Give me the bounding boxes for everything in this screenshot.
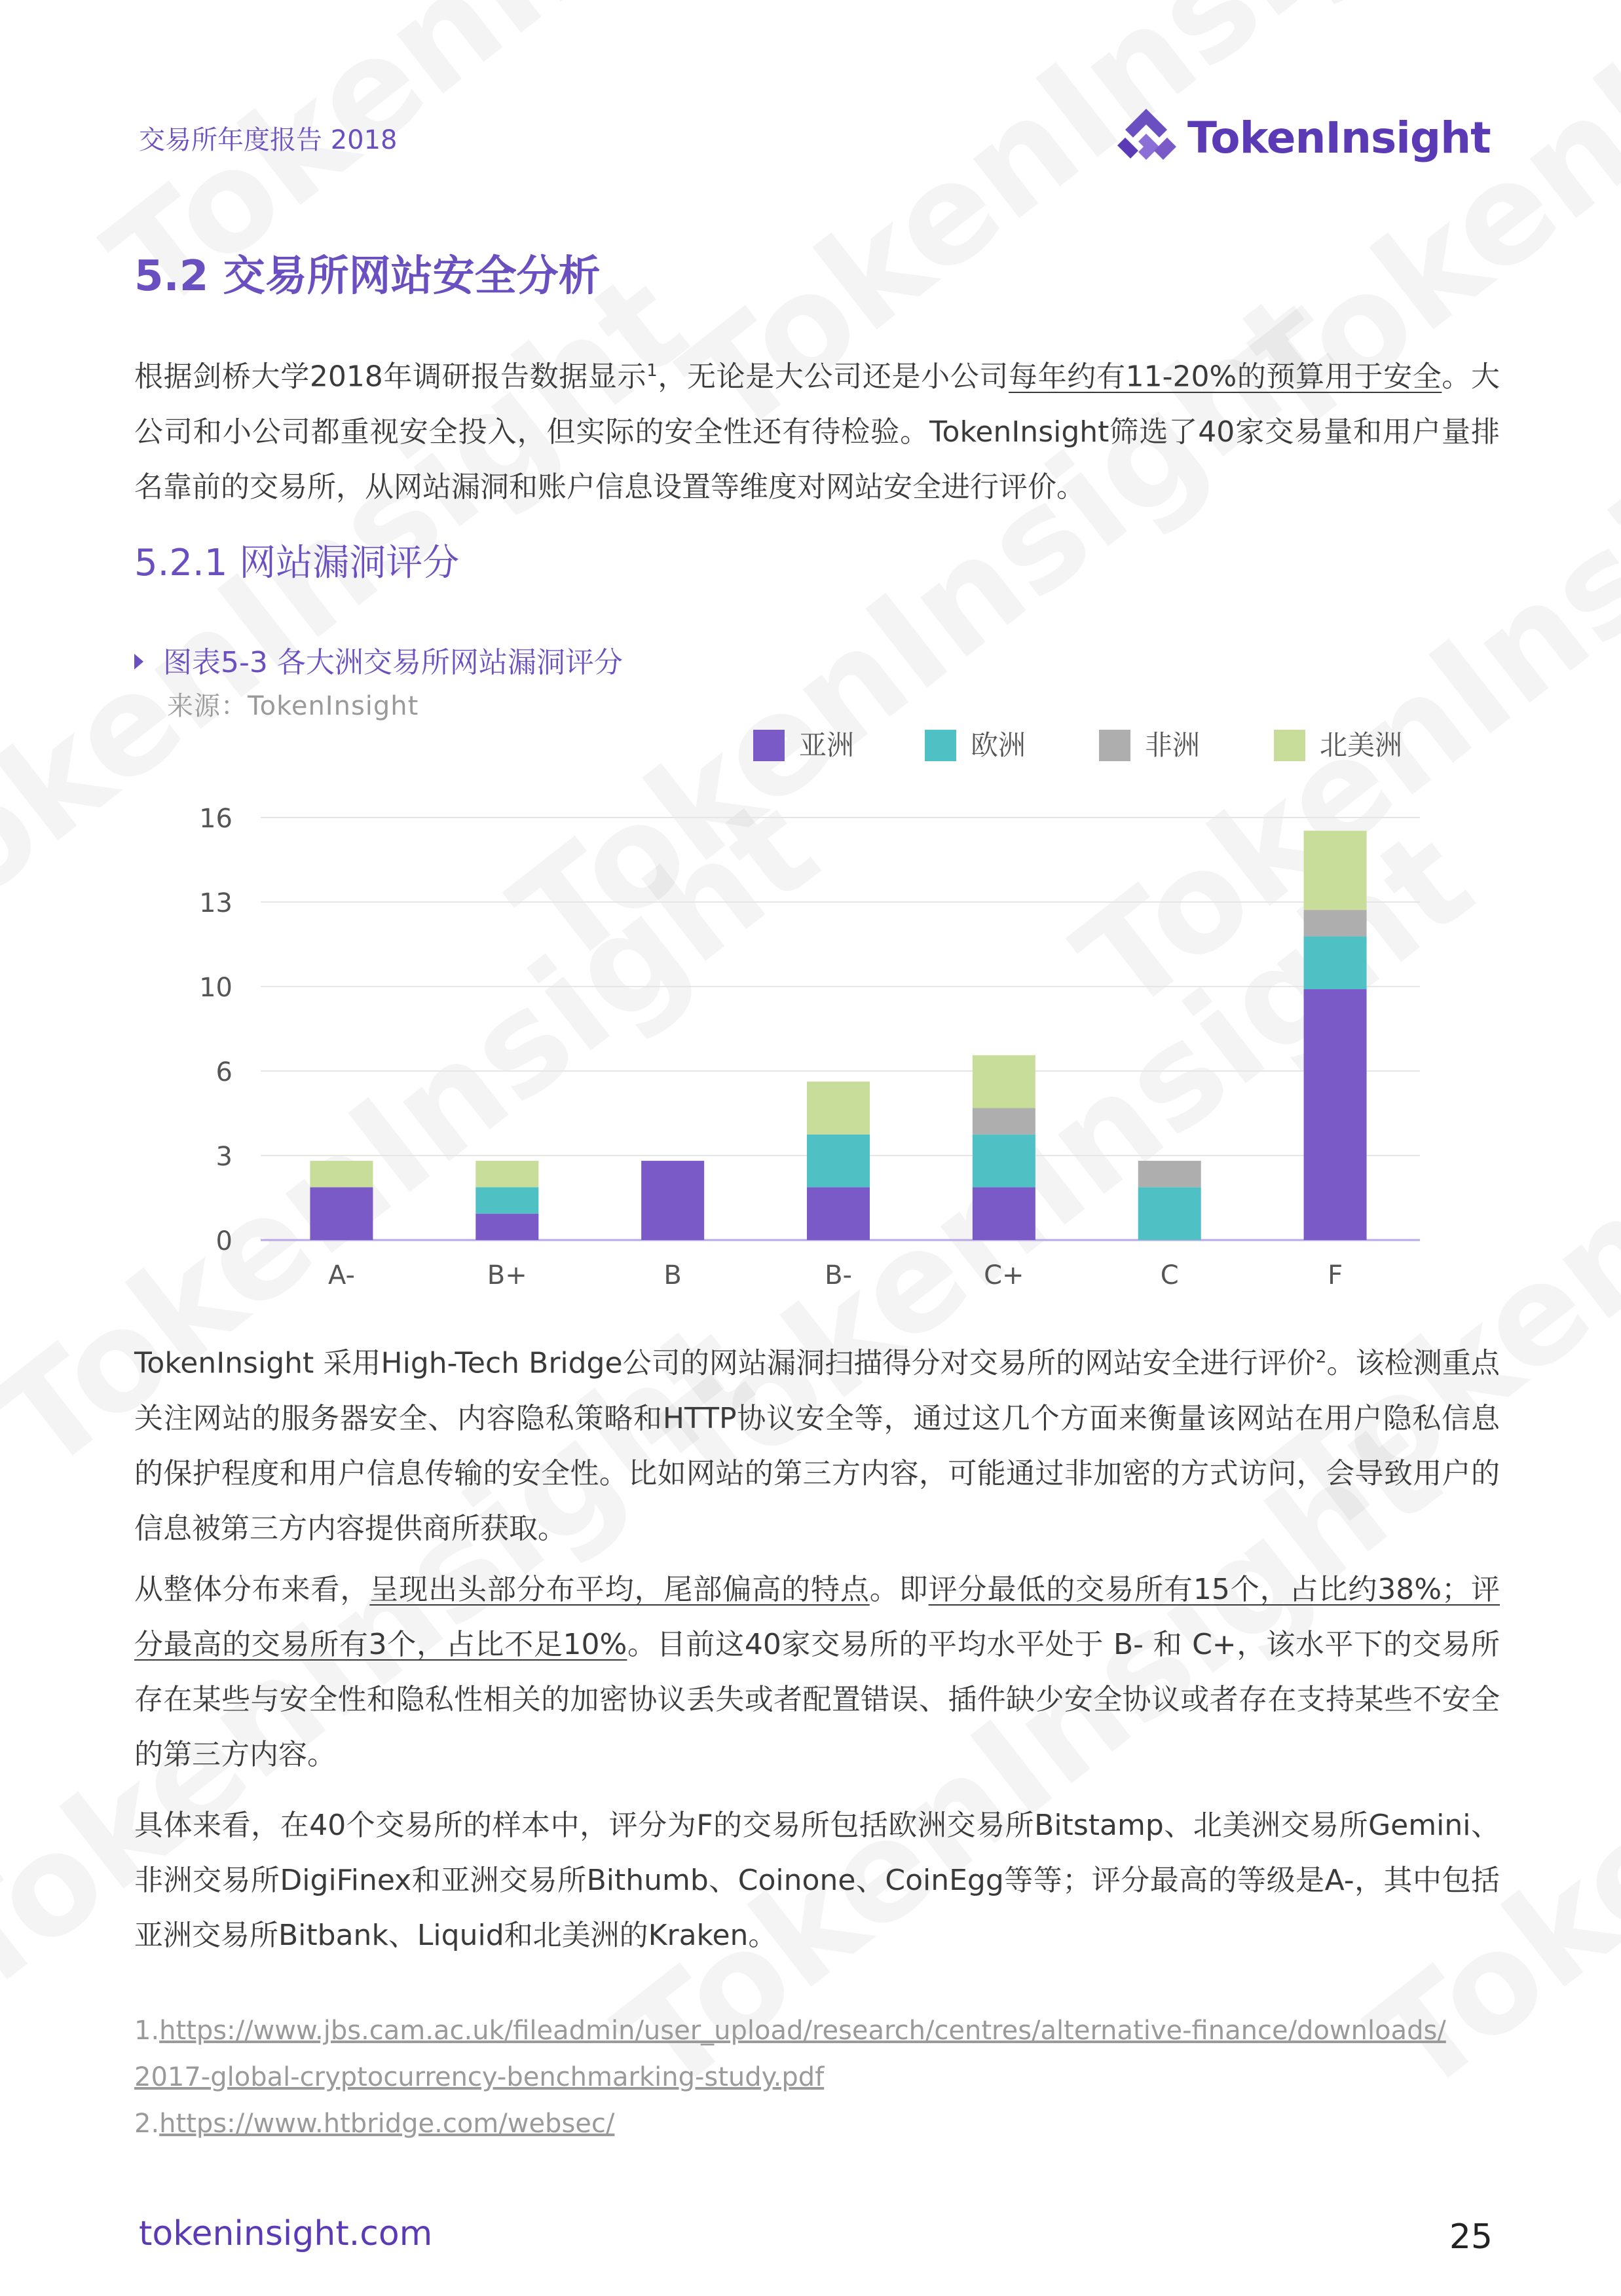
footnote-2 <box>134 2101 1500 2147</box>
distribution-highlight: 评分最低的交易所有15个，占比约38%；评分最高的交易所有3个，占比不足10% <box>134 1573 1500 1661</box>
footnote-number: 1. <box>134 2016 160 2046</box>
bar-segment <box>1304 989 1367 1240</box>
legend-label: 亚洲 <box>799 729 855 761</box>
bar-segment <box>807 1082 870 1135</box>
x-tick-label: C+ <box>984 1260 1024 1290</box>
logo-mark-icon <box>1112 105 1181 170</box>
method-text: 。该检测重点关注网站的服务器安全、内容隐私策略和HTTP协议安全等，通过这几个方面来衡量该网站在用户隐私信息的保护程度和用户信息传输的安全性。比如网站的第三方内容，可能通过非加密的方式访问，会导致用户的信息被第三方内容提供商所获取。 <box>134 1346 1500 1545</box>
bar-segment <box>973 1187 1035 1240</box>
y-tick-label: 16 <box>199 804 233 834</box>
footnotes <box>134 2008 1500 2147</box>
footnote-link-1-cont[interactable]: 2017-global-cryptocurrency-benchmarking-study.pdf <box>134 2062 825 2092</box>
intro-text: 。大公司和小公司都重视安全投入，但实际的安全性还有待检验。TokenInsight筛选了40家交易量和用户量排名靠前的交易所，从网站漏洞和账户信息设置等维度对网站安全进行评价。 <box>134 360 1500 504</box>
distribution-paragraph <box>134 1562 1500 1782</box>
y-tick-label: 10 <box>199 973 233 1003</box>
logo <box>1112 105 1491 170</box>
distribution-text: 从整体分布来看， <box>134 1573 370 1606</box>
footnote-ref-2[interactable]: 2 <box>1315 1347 1327 1367</box>
footnote-link-2[interactable]: https://www.htbridge.com/websec/ <box>159 2109 615 2139</box>
distribution-text: 。目前这40家交易所的平均水平处于 B- 和 C+，该水平下的交易所存在某些与安全性和隐私性相关的加密协议丢失或者配置错误、插件缺少安全协议或者存在支持某些不安全的第三方内容。 <box>134 1628 1500 1771</box>
method-paragraph <box>134 1330 1500 1556</box>
bar-segment <box>807 1187 870 1240</box>
x-tick-label: A- <box>327 1260 355 1290</box>
x-tick-label: B- <box>825 1260 852 1290</box>
footnote-ref-1[interactable]: 1 <box>646 361 658 381</box>
section-title: 5.2 交易所网站安全分析 <box>134 252 601 301</box>
legend-swatch <box>925 730 956 761</box>
legend-swatch <box>753 730 785 761</box>
bar-segment <box>475 1187 538 1213</box>
footnote-link-1[interactable]: https://www.jbs.cam.ac.uk/fileadmin/user_upload/research/centres/alternative-finance/downloads/ <box>159 2016 1446 2046</box>
bar-segment <box>973 1108 1035 1134</box>
y-tick-label: 13 <box>199 888 233 918</box>
bar-segment <box>1138 1161 1201 1187</box>
subsection-title: 5.2.1 网站漏洞评分 <box>134 542 460 584</box>
x-tick-label: F <box>1328 1260 1343 1290</box>
footnote-1 <box>134 2008 1500 2054</box>
bar-segment <box>1138 1187 1201 1240</box>
report-title: 交易所年度报告 2018 <box>139 125 398 155</box>
bar-segment <box>475 1161 538 1187</box>
intro-paragraph <box>134 343 1500 515</box>
footnote-1-cont <box>134 2054 1500 2101</box>
distribution-text: 。即 <box>869 1573 929 1606</box>
y-tick-label: 3 <box>215 1142 233 1172</box>
intro-text: 根据剑桥大学2018年调研报告数据显示 <box>134 360 647 394</box>
legend-label: 北美洲 <box>1320 729 1403 761</box>
bar-segment <box>1304 936 1367 989</box>
x-tick-label: C <box>1160 1260 1179 1290</box>
figure-title-text: 图表5-3 各大洲交易所网站漏洞评分 <box>163 646 623 679</box>
bar-segment <box>973 1135 1035 1188</box>
bar-segment <box>1304 910 1367 936</box>
intro-text: ，无论是大公司还是小公司 <box>657 360 1009 394</box>
bar-segment <box>310 1161 373 1187</box>
page-number: 25 <box>1449 2217 1493 2257</box>
bar-segment <box>1304 831 1367 910</box>
distribution-highlight: 呈现出头部分布平均，尾部偏高的特点 <box>369 1573 870 1606</box>
triangle-bullet-icon <box>134 654 143 669</box>
y-tick-label: 0 <box>215 1226 233 1256</box>
bar-segment <box>475 1214 538 1240</box>
bar-segment <box>310 1187 373 1240</box>
x-tick-label: B <box>663 1260 682 1290</box>
method-text: TokenInsight 采用High-Tech Bridge公司的网站漏洞扫描得分对交易所的网站安全进行评价 <box>134 1346 1316 1380</box>
x-tick-label: B+ <box>487 1260 527 1290</box>
bar-segment <box>807 1135 870 1188</box>
figure-source: 来源：TokenInsight <box>167 691 419 721</box>
figure-title <box>134 639 623 681</box>
bar-segment <box>973 1055 1035 1108</box>
legend-label: 欧洲 <box>971 729 1026 761</box>
legend-swatch <box>1099 730 1130 761</box>
y-tick-label: 6 <box>215 1057 233 1087</box>
legend-swatch <box>1274 730 1305 761</box>
footnote-number: 2. <box>134 2109 160 2139</box>
detail-paragraph: 具体来看，在40个交易所的样本中，评分为F的交易所包括欧洲交易所Bitstamp、北美洲交易所Gemini、非洲交易所DigiFinex和亚洲交易所Bithumb、Coinone、CoinEgg等等；评分最高的等级是A-，其中包括亚洲交易所Bitbank、Liquid和北美洲的Kraken。 <box>134 1809 1500 1952</box>
legend-label: 非洲 <box>1145 729 1201 761</box>
footer-url[interactable]: tokeninsight.com <box>139 2214 433 2253</box>
bar-segment <box>641 1161 704 1240</box>
logo-text: TokenInsight <box>1187 113 1491 163</box>
intro-highlight: 每年约有11-20%的预算用于安全 <box>1009 360 1442 394</box>
